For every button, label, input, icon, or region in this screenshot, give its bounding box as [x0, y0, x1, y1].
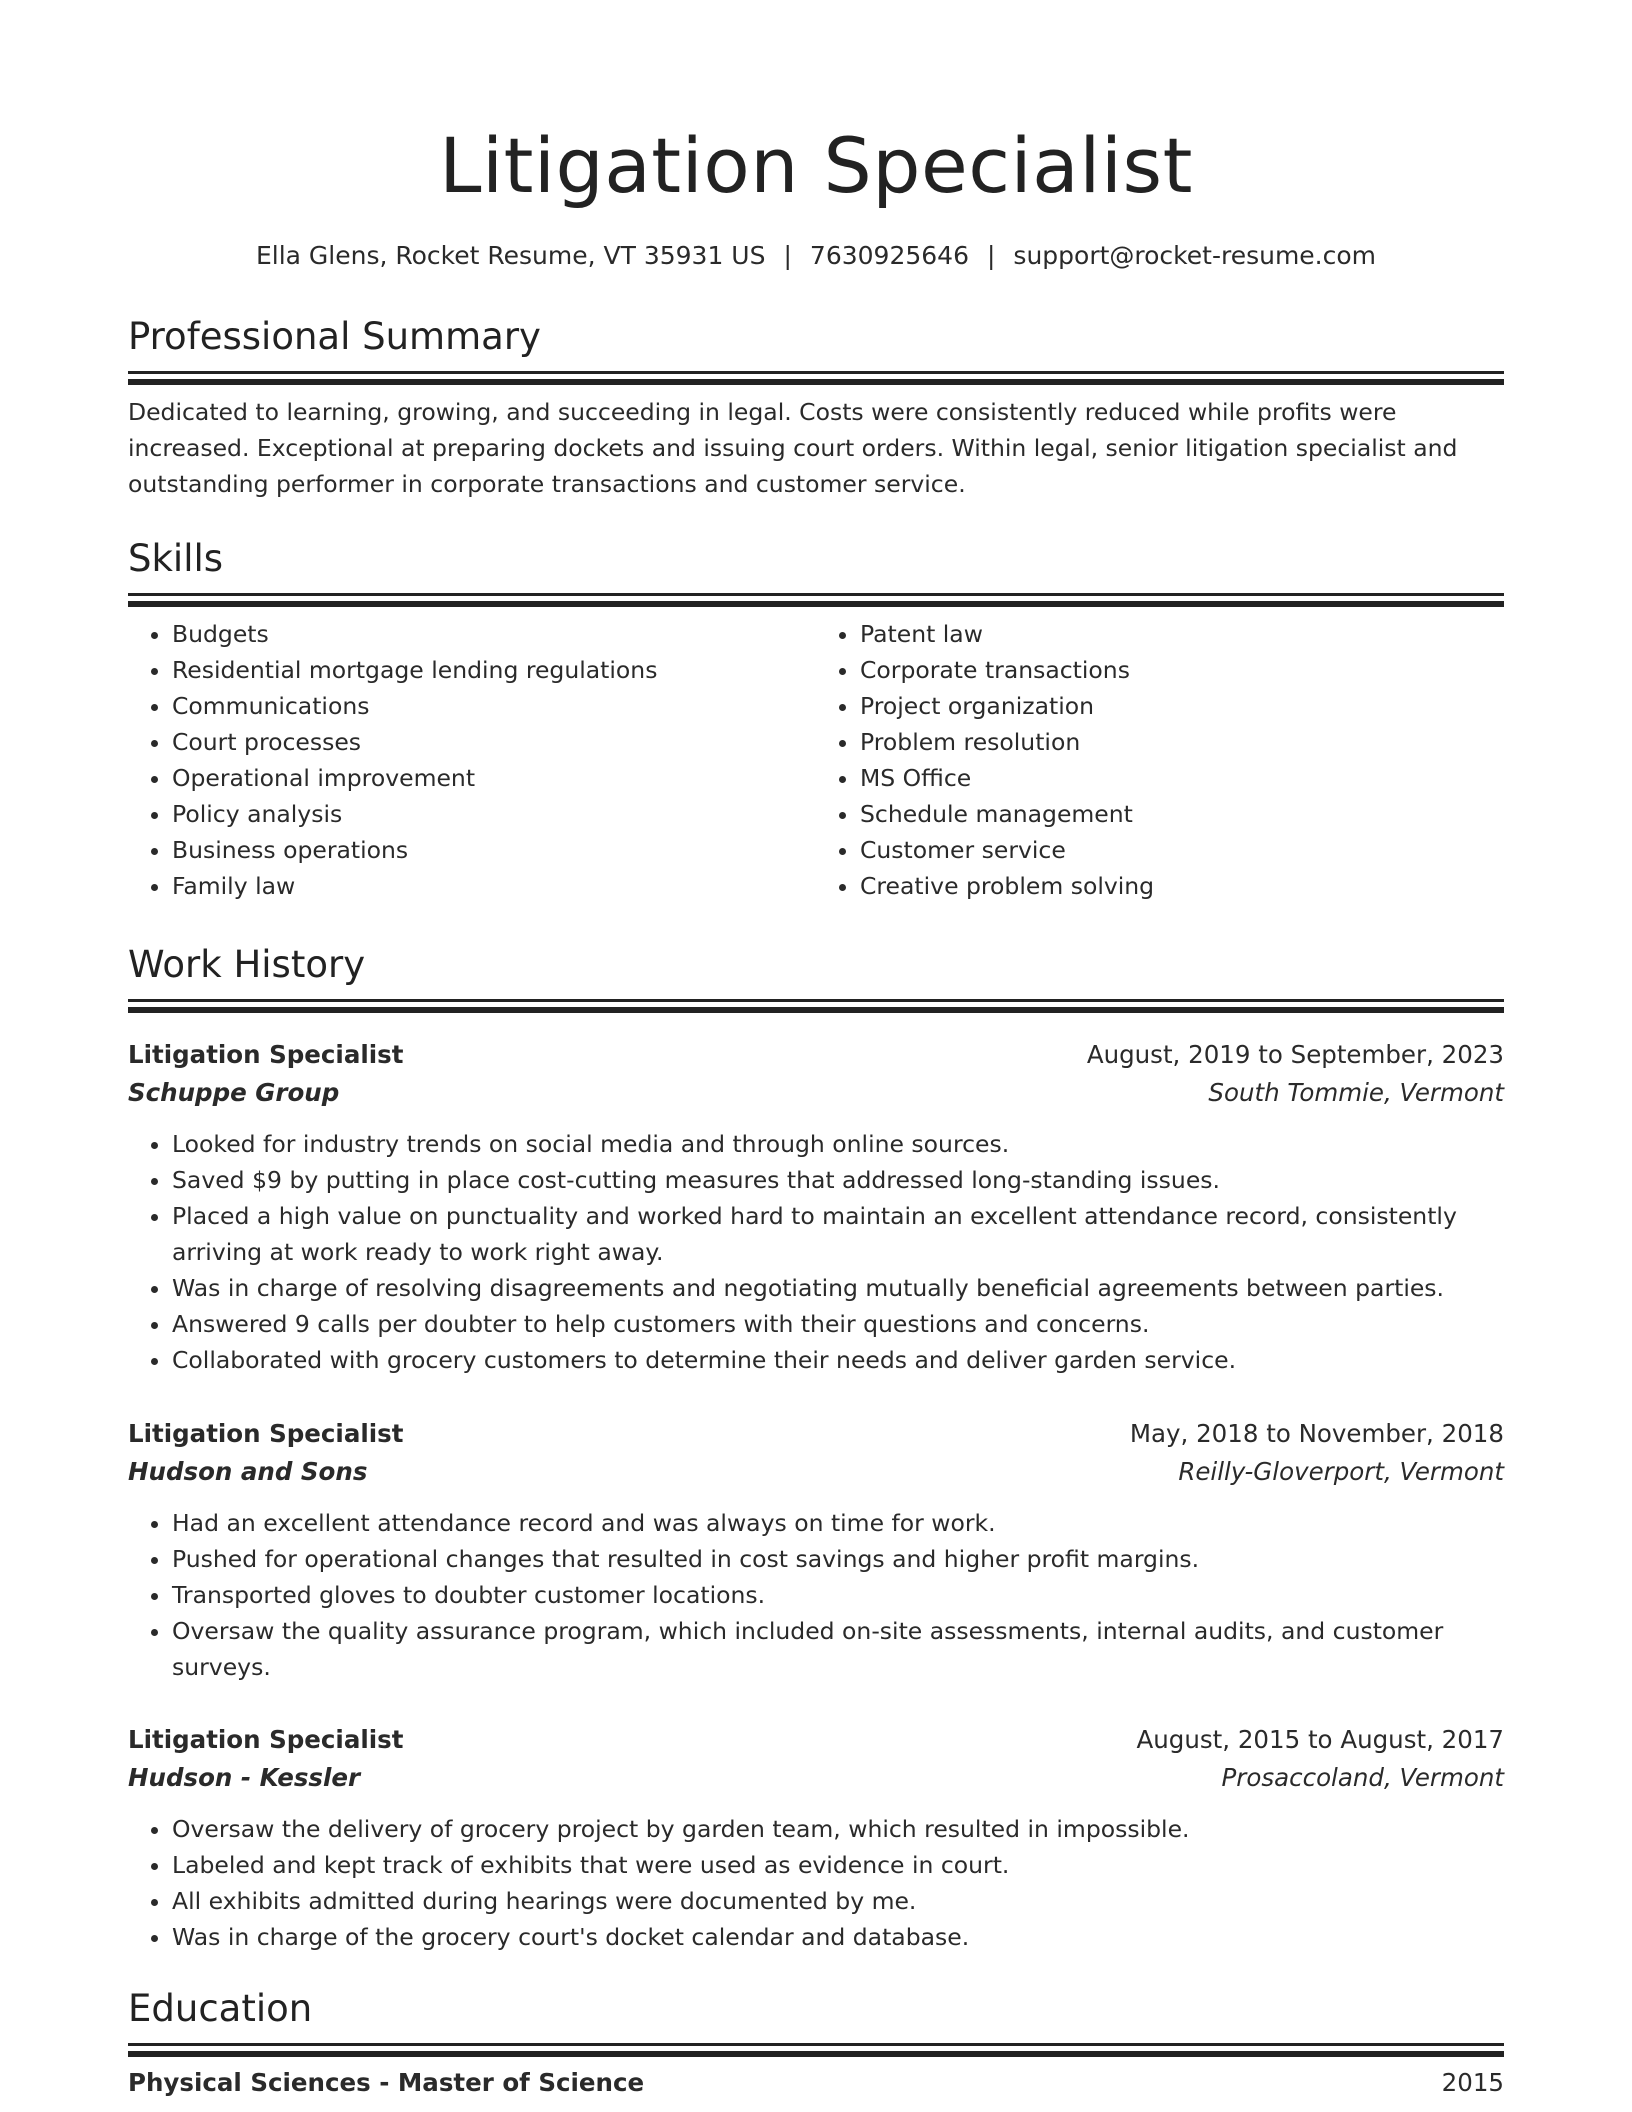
- skill-item: • Customer service: [860, 832, 1504, 868]
- job-bullets: [128, 1505, 1504, 1685]
- contact-phone: 7630925646: [809, 241, 969, 270]
- job-bullet: • Transported gloves to doubter customer locations.: [172, 1577, 1504, 1613]
- skill-item: • Residential mortgage lending regulations: [172, 652, 816, 688]
- skill-item: • MS Office: [860, 760, 1504, 796]
- job-subheader-row: [128, 1074, 1504, 1112]
- job-subheader-row: [128, 1759, 1504, 1797]
- job-bullet: • Was in charge of the grocery court's docket calendar and database.: [172, 1919, 1504, 1955]
- section-heading-summary: Professional Summary: [128, 315, 541, 358]
- job-bullets: [128, 1811, 1504, 1955]
- skill-item: • Problem resolution: [860, 724, 1504, 760]
- job-bullet: • Had an excellent attendance record and was always on time for work.: [172, 1505, 1504, 1541]
- job-bullet: • Answered 9 calls per doubter to help customers with their questions and concerns.: [172, 1306, 1504, 1342]
- job-entry: [128, 1415, 1504, 1685]
- skills-section: [128, 535, 1504, 904]
- job-bullet: • Saved $9 by putting in place cost-cutting measures that addressed long-standing issues.: [172, 1162, 1504, 1198]
- job-bullet: • Was in charge of resolving disagreements and negotiating mutually beneficial agreements between parties.: [172, 1270, 1504, 1306]
- summary-section: [128, 313, 1504, 502]
- job-bullet: • Looked for industry trends on social media and through online sources.: [172, 1126, 1504, 1162]
- contact-separator: |: [986, 241, 996, 270]
- education-section: [128, 1985, 1504, 2102]
- job-location: South Tommie, Vermont: [1208, 1078, 1504, 1107]
- job-header-row: [128, 1036, 1504, 1074]
- job-company: Schuppe Group: [128, 1078, 340, 1107]
- skill-item: • Operational improvement: [172, 760, 816, 796]
- section-heading-work-history: Work History: [128, 943, 366, 986]
- skills-columns: [128, 616, 1504, 904]
- job-title: Litigation Specialist: [128, 1419, 404, 1448]
- job-bullet: • Pushed for operational changes that resulted in cost savings and higher profit margins.: [172, 1541, 1504, 1577]
- skill-item: • Schedule management: [860, 796, 1504, 832]
- education-year: 2015: [1441, 2068, 1504, 2097]
- job-dates: August, 2015 to August, 2017: [1136, 1725, 1504, 1754]
- job-bullet: • Placed a high value on punctuality and worked hard to maintain an excellent attendance record, consistently arriving at work ready to work right away.: [172, 1198, 1504, 1270]
- skills-list-left: [128, 616, 816, 904]
- skill-item: • Communications: [172, 688, 816, 724]
- skill-item: • Court processes: [172, 724, 816, 760]
- skills-list-right: [816, 616, 1504, 904]
- job-company: Hudson - Kessler: [128, 1763, 361, 1792]
- skill-item: • Business operations: [172, 832, 816, 868]
- job-location: Reilly-Gloverport, Vermont: [1178, 1457, 1504, 1486]
- work-history-section: [128, 941, 1504, 1002]
- job-title: Litigation Specialist: [128, 1725, 404, 1754]
- section-divider: [128, 593, 1504, 596]
- job-bullet: • Collaborated with grocery customers to determine their needs and deliver garden service.: [172, 1342, 1504, 1378]
- contact-line: [128, 238, 1504, 274]
- job-bullet: • Oversaw the delivery of grocery project by garden team, which resulted in impossible.: [172, 1811, 1504, 1847]
- job-entry: [128, 1036, 1504, 1378]
- section-heading-skills: Skills: [128, 537, 224, 580]
- section-divider: [128, 2043, 1504, 2046]
- job-bullet: • Labeled and kept track of exhibits that were used as evidence in court.: [172, 1847, 1504, 1883]
- section-divider: [128, 999, 1504, 1002]
- job-subheader-row: [128, 1453, 1504, 1491]
- job-dates: May, 2018 to November, 2018: [1129, 1419, 1504, 1448]
- resume-title: Litigation Specialist: [439, 121, 1193, 210]
- job-entry: [128, 1721, 1504, 1955]
- job-location: Prosaccoland, Vermont: [1221, 1763, 1504, 1792]
- summary-text: Dedicated to learning, growing, and succeeding in legal. Costs were consistently reduced while profits were increased. Exceptional at preparing dockets and issuing court orders. Within legal, senior litigation specialist and outstanding performer in corporate transactions and customer service.: [128, 398, 1458, 498]
- job-company: Hudson and Sons: [128, 1457, 368, 1486]
- job-bullets: [128, 1126, 1504, 1378]
- section-divider: [128, 371, 1504, 374]
- contact-address: Ella Glens, Rocket Resume, VT 35931 US: [255, 241, 766, 270]
- skill-item: • Policy analysis: [172, 796, 816, 832]
- skill-item: • Project organization: [860, 688, 1504, 724]
- contact-email: support@rocket-resume.com: [1013, 241, 1377, 270]
- job-dates: August, 2019 to September, 2023: [1086, 1040, 1504, 1069]
- skill-item: • Family law: [172, 868, 816, 904]
- skill-item: • Creative problem solving: [860, 868, 1504, 904]
- education-entry: [128, 2064, 1504, 2102]
- job-header-row: [128, 1721, 1504, 1759]
- skill-item: • Budgets: [172, 616, 816, 652]
- job-bullet: • All exhibits admitted during hearings were documented by me.: [172, 1883, 1504, 1919]
- job-bullet: • Oversaw the quality assurance program, which included on-site assessments, internal audits, and customer surveys.: [172, 1613, 1504, 1685]
- contact-separator: |: [783, 241, 792, 270]
- job-header-row: [128, 1415, 1504, 1453]
- job-title: Litigation Specialist: [128, 1040, 404, 1069]
- education-degree: Physical Sciences - Master of Science: [128, 2068, 645, 2097]
- section-heading-education: Education: [128, 1987, 313, 2030]
- skill-item: • Corporate transactions: [860, 652, 1504, 688]
- skill-item: • Patent law: [860, 616, 1504, 652]
